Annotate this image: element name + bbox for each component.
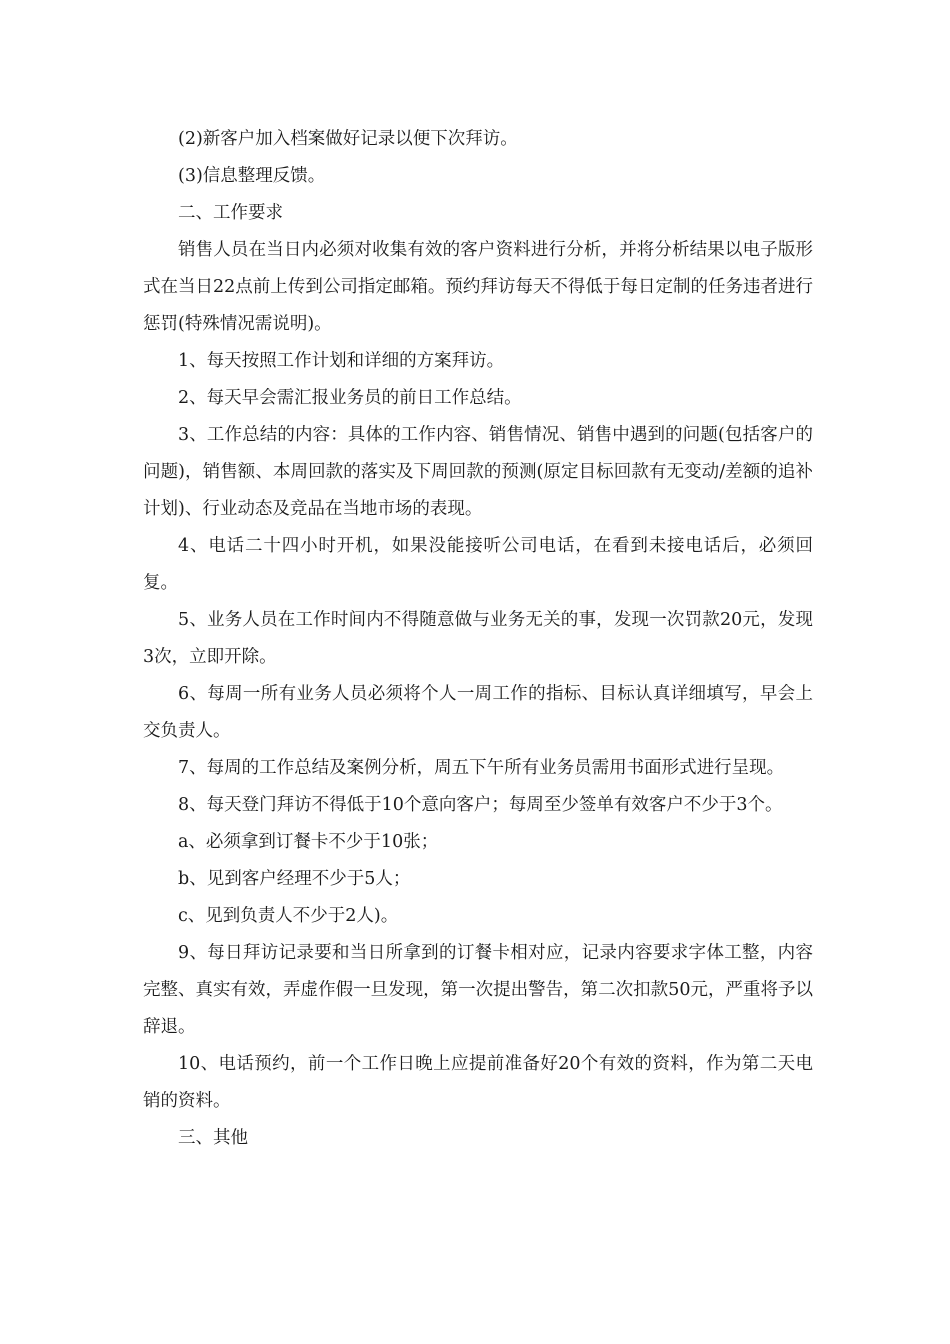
paragraph-sales-analysis: 销售人员在当日内必须对收集有效的客户资料进行分析，并将分析结果以电子版形式在当日22点前上传到公司指定邮箱。预约拜访每天不得低于每日定制的任务违者进行惩罚(特殊情况需说明)。	[143, 240, 813, 334]
paragraph-new-customer-archive: (2)新客户加入档案做好记录以便下次拜访。	[178, 129, 518, 149]
rule-item-3: 3、工作总结的内容：具体的工作内容、销售情况、销售中遇到的问题(包括客户的问题)，销售额、本周回款的落实及下周回款的预测(原定目标回款有无变动/差额的追补计划)、行业动态及竞品在当地市场的表现。	[143, 425, 813, 519]
rule-item-8: 8、每天登门拜访不得低于10个意向客户；每周至少签单有效客户不少于3个。	[178, 795, 783, 815]
rule-item-2: 2、每天早会需汇报业务员的前日工作总结。	[178, 388, 522, 408]
sub-item-b: b、见到客户经理不少于5人；	[178, 869, 411, 889]
rule-item-5: 5、业务人员在工作时间内不得随意做与业务无关的事，发现一次罚款20元，发现3次，立即开除。	[143, 610, 813, 667]
rule-item-7: 7、每周的工作总结及案例分析，周五下午所有业务员需用书面形式进行呈现。	[178, 758, 785, 778]
document-body	[143, 121, 813, 1157]
rule-item-6: 6、每周一所有业务人员必须将个人一周工作的指标、目标认真详细填写，早会上交负责人。	[143, 684, 813, 741]
sub-item-a: a、必须拿到订餐卡不少于10张；	[178, 832, 439, 852]
rule-item-4: 4、电话二十四小时开机，如果没能接听公司电话，在看到未接电话后，必须回复。	[143, 536, 813, 593]
section-heading-work-requirements: 二、工作要求	[178, 203, 283, 223]
rule-item-9: 9、每日拜访记录要和当日所拿到的订餐卡相对应，记录内容要求字体工整，内容完整、真实有效，弄虚作假一旦发现，第一次提出警告，第二次扣款50元，严重将予以辞退。	[143, 943, 813, 1037]
rule-item-10: 10、电话预约，前一个工作日晚上应提前准备好20个有效的资料，作为第二天电销的资料。	[143, 1054, 813, 1111]
paragraph-info-feedback: (3)信息整理反馈。	[178, 166, 326, 186]
section-heading-other: 三、其他	[178, 1128, 248, 1148]
rule-item-1: 1、每天按照工作计划和详细的方案拜访。	[178, 351, 505, 371]
sub-item-c: c、见到负责人不少于2人)。	[178, 906, 399, 926]
